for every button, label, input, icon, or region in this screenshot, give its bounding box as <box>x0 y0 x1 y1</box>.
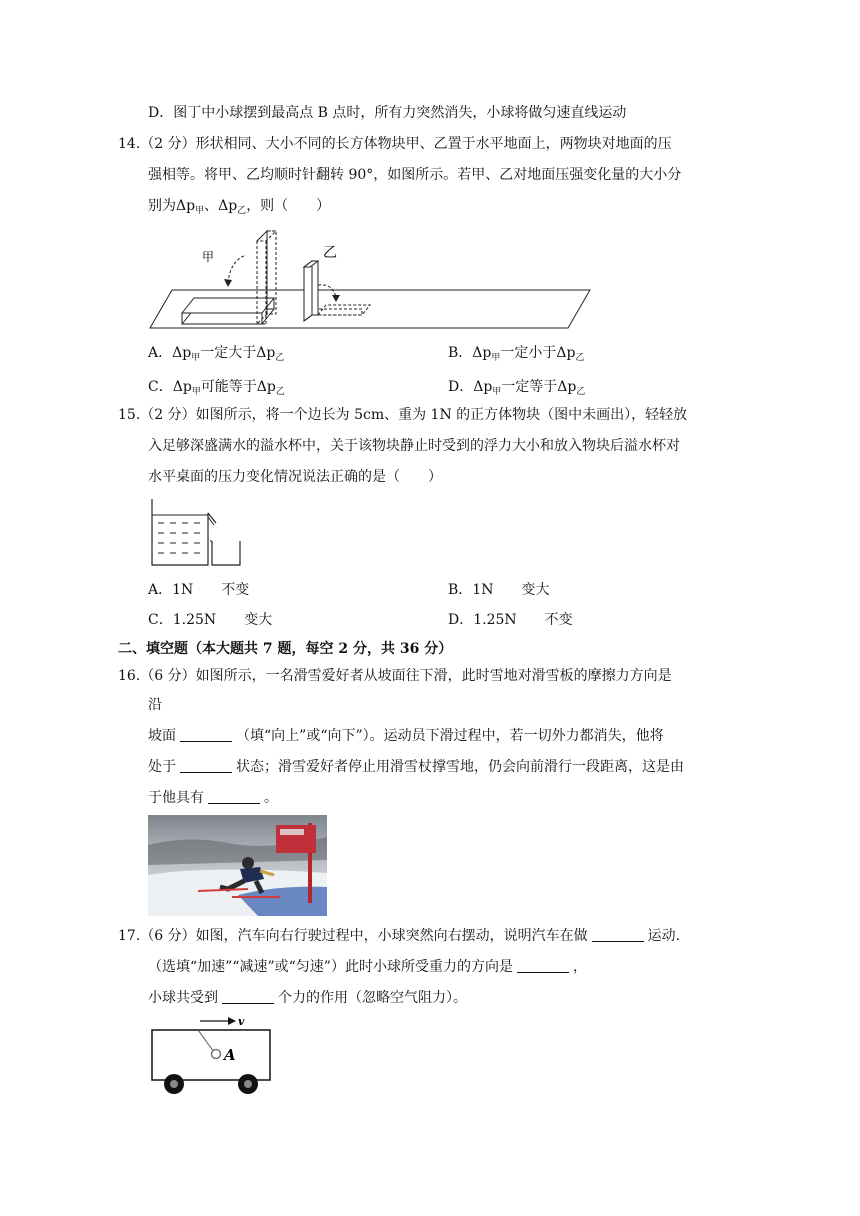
q14-stem-line1: 14.（2 分）形状相同、大小不同的长方体物块甲、乙置于水平地面上，两物块对地面的压 <box>118 136 672 152</box>
q14-option-c: C．$\Delta p_甲$可能等于$\Delta p_乙$ <box>148 379 285 397</box>
q16-blank-1[interactable] <box>180 727 232 742</box>
skier-photo <box>148 815 327 916</box>
q15-option-a: A．1N 不变 <box>148 582 250 598</box>
q16-blank-2[interactable] <box>180 758 232 773</box>
q17-blank-1[interactable] <box>592 927 644 942</box>
q16-stem-line2: 沿 <box>148 697 162 713</box>
q15-option-c: C．1.25N 变大 <box>148 612 273 628</box>
q15-stem-line3: 水平桌面的压力变化情况说法正确的是（ ） <box>148 469 442 485</box>
q17-label-v: v <box>238 1015 245 1028</box>
q17-stem-line1: 17.（6 分）如图，汽车向右行驶过程中，小球突然向右摆动，说明汽车在做 运动. <box>118 928 681 944</box>
q17-stem-line3: 小球共受到 个力的作用（忽略空气阻力）。 <box>148 990 467 1006</box>
q14-option-d: D．$\Delta p_甲$一定等于$\Delta p_乙$ <box>448 379 586 397</box>
q15-option-d: D．1.25N 不变 <box>448 612 573 628</box>
q17-blank-3[interactable] <box>222 989 274 1004</box>
q16-stem-line1: 16.（6 分）如图所示，一名滑雪爱好者从坡面往下滑，此时雪地对滑雪板的摩擦力方向是 <box>118 668 672 684</box>
q16-stem-line5: 于他具有 。 <box>148 790 278 806</box>
q14-figure <box>150 225 590 335</box>
q17-blank-2[interactable] <box>517 958 569 973</box>
q17-label-a: A <box>224 1046 236 1064</box>
q16-stem-line3: 坡面 （填“向上”或“向下”）。运动员下滑过程中，若一切外力都消失，他将 <box>148 728 664 744</box>
q16-stem-line4: 处于 状态；滑雪爱好者停止用滑雪杖撑雪地，仍会向前滑行一段距离，这是由 <box>148 759 684 775</box>
q14-label-jia: 甲 <box>202 250 215 264</box>
section-title: 二、填空题（本大题共 7 题，每空 2 分，共 36 分） <box>118 641 453 657</box>
q17-car-figure <box>150 1012 275 1098</box>
q14-stem-line2: 强相等。将甲、乙均顺时针翻转 90°，如图所示。若甲、乙对地面压强变化量的大小分 <box>148 167 682 183</box>
q14-option-a: A．$\Delta p_甲$一定大于$\Delta p_乙$ <box>148 345 285 363</box>
q15-stem-line1: 15.（2 分）如图所示，将一个边长为 5cm、重为 1N 的正方体物块（图中未画出），轻轻放 <box>118 407 688 423</box>
q14-stem-line3: 别为$\Delta p_甲$、$\Delta p_乙$，则（ ） <box>148 198 331 216</box>
q14-option-b: B．$\Delta p_甲$一定小于$\Delta p_乙$ <box>448 345 585 363</box>
q14-label-yi: 乙 <box>323 245 337 261</box>
q16-blank-3[interactable] <box>208 789 260 804</box>
q15-option-b: B．1N 变大 <box>448 582 550 598</box>
q15-overflow-cup-figure <box>150 497 250 569</box>
q17-stem-line2: （选填“加速”“减速”或“匀速”）此时小球所受重力的方向是 ， <box>148 959 587 975</box>
q15-stem-line2: 入足够深盛满水的溢水杯中，关于该物块静止时受到的浮力大小和放入物块后溢水杯对 <box>148 438 680 454</box>
q13-option-d: D．图丁中小球摆到最高点 B 点时，所有力突然消失，小球将做匀速直线运动 <box>148 105 627 121</box>
